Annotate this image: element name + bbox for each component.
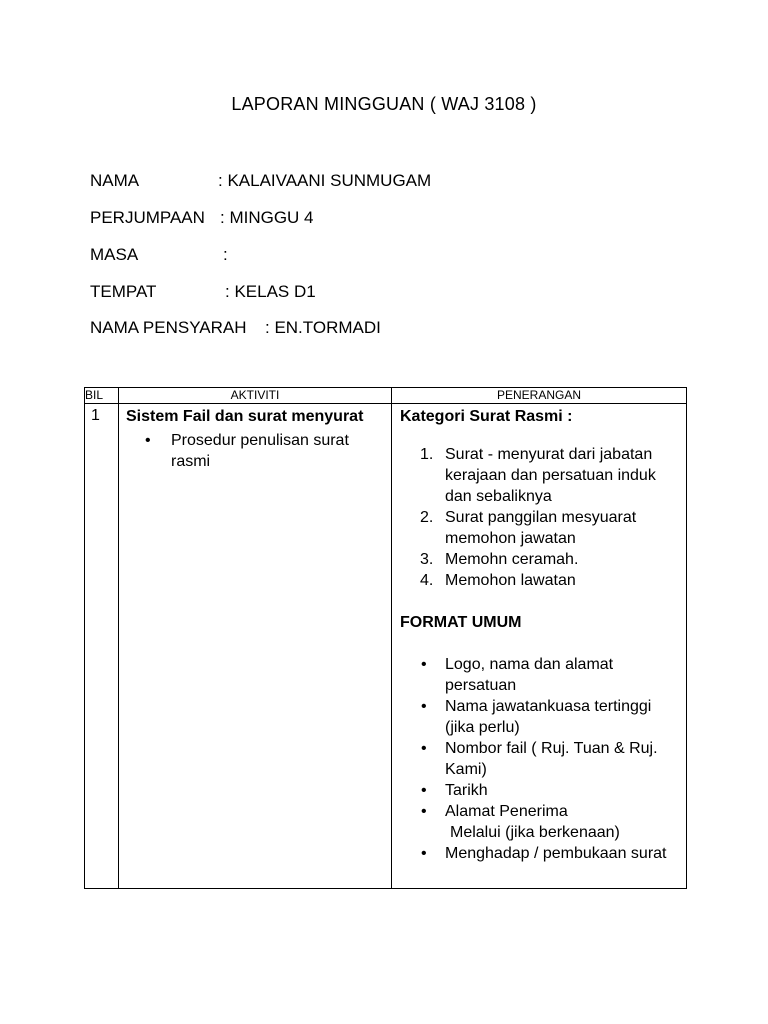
list-number: 3. xyxy=(420,551,434,568)
field-pensyarah xyxy=(90,318,381,338)
list-item xyxy=(400,549,680,570)
cell-bil: 1 xyxy=(85,404,119,889)
list-item: • Tarikh xyxy=(400,780,680,801)
field-label: NAMA xyxy=(90,171,140,190)
kategori-heading: Kategori Surat Rasmi : xyxy=(400,408,573,425)
list-item: • Nama jawatankuasa tertinggi (jika perlu) xyxy=(400,696,680,738)
activity-table xyxy=(84,387,687,889)
list-item: • Nombor fail ( Ruj. Tuan & Ruj. Kami) xyxy=(400,738,680,780)
header-aktiviti: AKTIVITI xyxy=(119,388,392,404)
aktiviti-title: Sistem Fail dan surat menyurat xyxy=(126,408,364,425)
list-number: 4. xyxy=(420,572,434,589)
field-value: : xyxy=(223,245,228,264)
format-list xyxy=(400,654,680,822)
list-item xyxy=(400,507,680,549)
field-label: MASA xyxy=(90,245,139,264)
cell-aktiviti xyxy=(119,404,392,889)
field-value: : KELAS D1 xyxy=(225,282,316,301)
list-text: Memohn ceramah. xyxy=(445,551,579,568)
field-perjumpaan xyxy=(90,208,314,228)
list-item: • Logo, nama dan alamat persatuan xyxy=(400,654,680,696)
list-item xyxy=(400,444,680,507)
field-label: PERJUMPAAN xyxy=(90,208,205,227)
cell-penerangan xyxy=(392,404,687,889)
field-value: : KALAIVAANI SUNMUGAM xyxy=(218,171,432,190)
table-header-row xyxy=(85,388,687,404)
header-penerangan: PENERANGAN xyxy=(392,388,687,404)
list-item: • Menghadap / pembukaan surat xyxy=(400,843,680,864)
field-nama xyxy=(90,171,432,191)
format-continuation: Melalui (jika berkenaan) xyxy=(450,824,620,841)
table-row xyxy=(85,404,687,889)
list-number: 1. xyxy=(420,446,434,463)
header-bil: BIL xyxy=(85,388,119,404)
list-item: • Prosedur penulisan surat rasmi xyxy=(126,430,385,472)
field-label: TEMPAT xyxy=(90,282,157,301)
list-item: • Alamat Penerima xyxy=(400,801,680,822)
list-text: Memohon lawatan xyxy=(445,572,576,589)
list-number: 2. xyxy=(420,509,434,526)
list-text: Surat - menyurat dari jabatan kerajaan dan persatuan induk dan sebaliknya xyxy=(445,446,656,505)
field-tempat xyxy=(90,282,316,302)
field-value: : EN.TORMADI xyxy=(265,318,381,337)
field-value: : MINGGU 4 xyxy=(220,208,314,227)
list-text: Surat panggilan mesyuarat memohon jawatan xyxy=(445,509,637,547)
report-title: LAPORAN MINGGUAN ( WAJ 3108 ) xyxy=(231,94,537,114)
format-heading: FORMAT UMUM xyxy=(400,614,522,631)
list-item xyxy=(400,570,680,591)
format-list-end xyxy=(400,843,680,864)
field-label: NAMA PENSYARAH xyxy=(90,318,247,337)
field-masa xyxy=(90,245,228,265)
kategori-list xyxy=(400,444,680,591)
aktiviti-list xyxy=(126,430,385,472)
